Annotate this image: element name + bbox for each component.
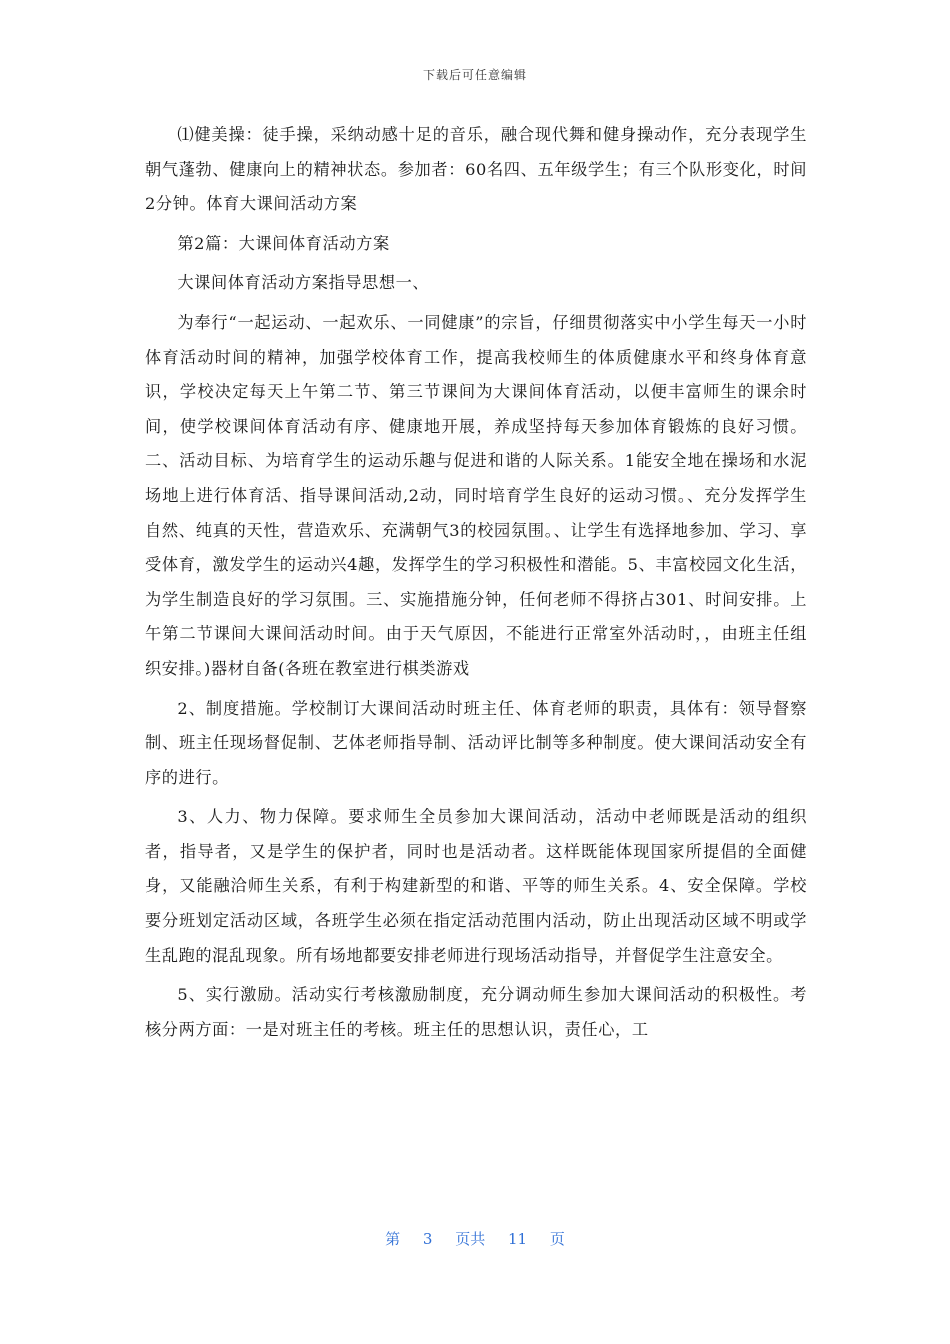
document-body [145,118,807,1052]
paragraph-incentives: 5、实行激励。活动实行考核激励制度，充分调动师生参加大课间活动的积极性。考核分两方面：一是对班主任的考核。班主任的思想认识，责任心，工 [145,985,807,1039]
paragraph-system-measures: 2、制度措施。学校制订大课间活动时班主任、体育老师的职责，具体有：领导督察制、班主任现场督促制、艺体老师指导制、活动评比制等多种制度。使大课间活动安全有序的进行。 [145,698,807,787]
paragraph-guiding-thought: 大课间体育活动方案指导思想一、 [177,273,430,293]
paragraph-purpose: 为奉行“一起运动、一起欢乐、一同健康”的宗旨，仔细贯彻落实中小学生每天一小时体育活动时间的精神，加强学校体育工作，提高我校师生的体质健康水平和终身体育意识，学校决定每天上午第二节、第三节课间为大课间体育活动，以便丰富师生的课余时间，使学校课间体育活动有序、健康地开展，养成坚持每天参加体育锻炼的良好习惯。二、活动目标、为培育学生的运动乐趣与促进和谐的人际关系。1能安全地在操场和水泥场地上进行体育活、指导课间活动,2动，同时培育学生良好的运动习惯。、充分发挥学生自然、纯真的天性，营造欢乐、充满朝气3的校园氛围。、让学生有选择地参加、学习、享受体育，激发学生的运动兴4趣，发挥学生的学习积极性和潜能。5、丰富校园文化生活，为学生制造良好的学习氛围。三、实施措施分钟，任何老师不得挤占301、时间安排。上午第二节课间大课间活动时间。由于天气原因，不能进行正常室外活动时，，由班主任组织安排。)器材自备(各班在教室进行棋类游戏 [145,312,807,678]
paragraph-resource-guarantee: 3、人力、物力保障。要求师生全员参加大课间活动，活动中老师既是活动的组织者，指导者，又是学生的保护者，同时也是活动者。这样既能体现国家所提倡的全面健身，又能融洽师生关系，有利于构建新型的和谐、平等的师生关系。4、安全保障。学校要分班划定活动区域，各班学生必须在指定活动范围内活动，防止出现活动区域不明或学生乱跑的混乱现象。所有场地都要安排老师进行现场活动指导，并督促学生注意安全。 [145,807,807,965]
footer-middle: 页共 [455,1230,486,1248]
footer-prefix: 第 [385,1230,401,1248]
page-header: 下载后可任意编辑 [422,68,527,82]
paragraph-section-title: 第2篇：大课间体育活动方案 [177,233,390,253]
footer-suffix: 页 [549,1230,565,1248]
paragraph-aerobics: ⑴健美操：徒手操，采纳动感十足的音乐，融合现代舞和健身操动作，充分表现学生朝气蓬勃、健康向上的精神状态。参加者：60名四、五年级学生；有三个队形变化，时间2分钟。体育大课间活动方案 [145,125,807,214]
total-page-count: 11 [508,1230,528,1248]
current-page-number: 3 [422,1230,433,1248]
page-footer [0,1228,950,1249]
